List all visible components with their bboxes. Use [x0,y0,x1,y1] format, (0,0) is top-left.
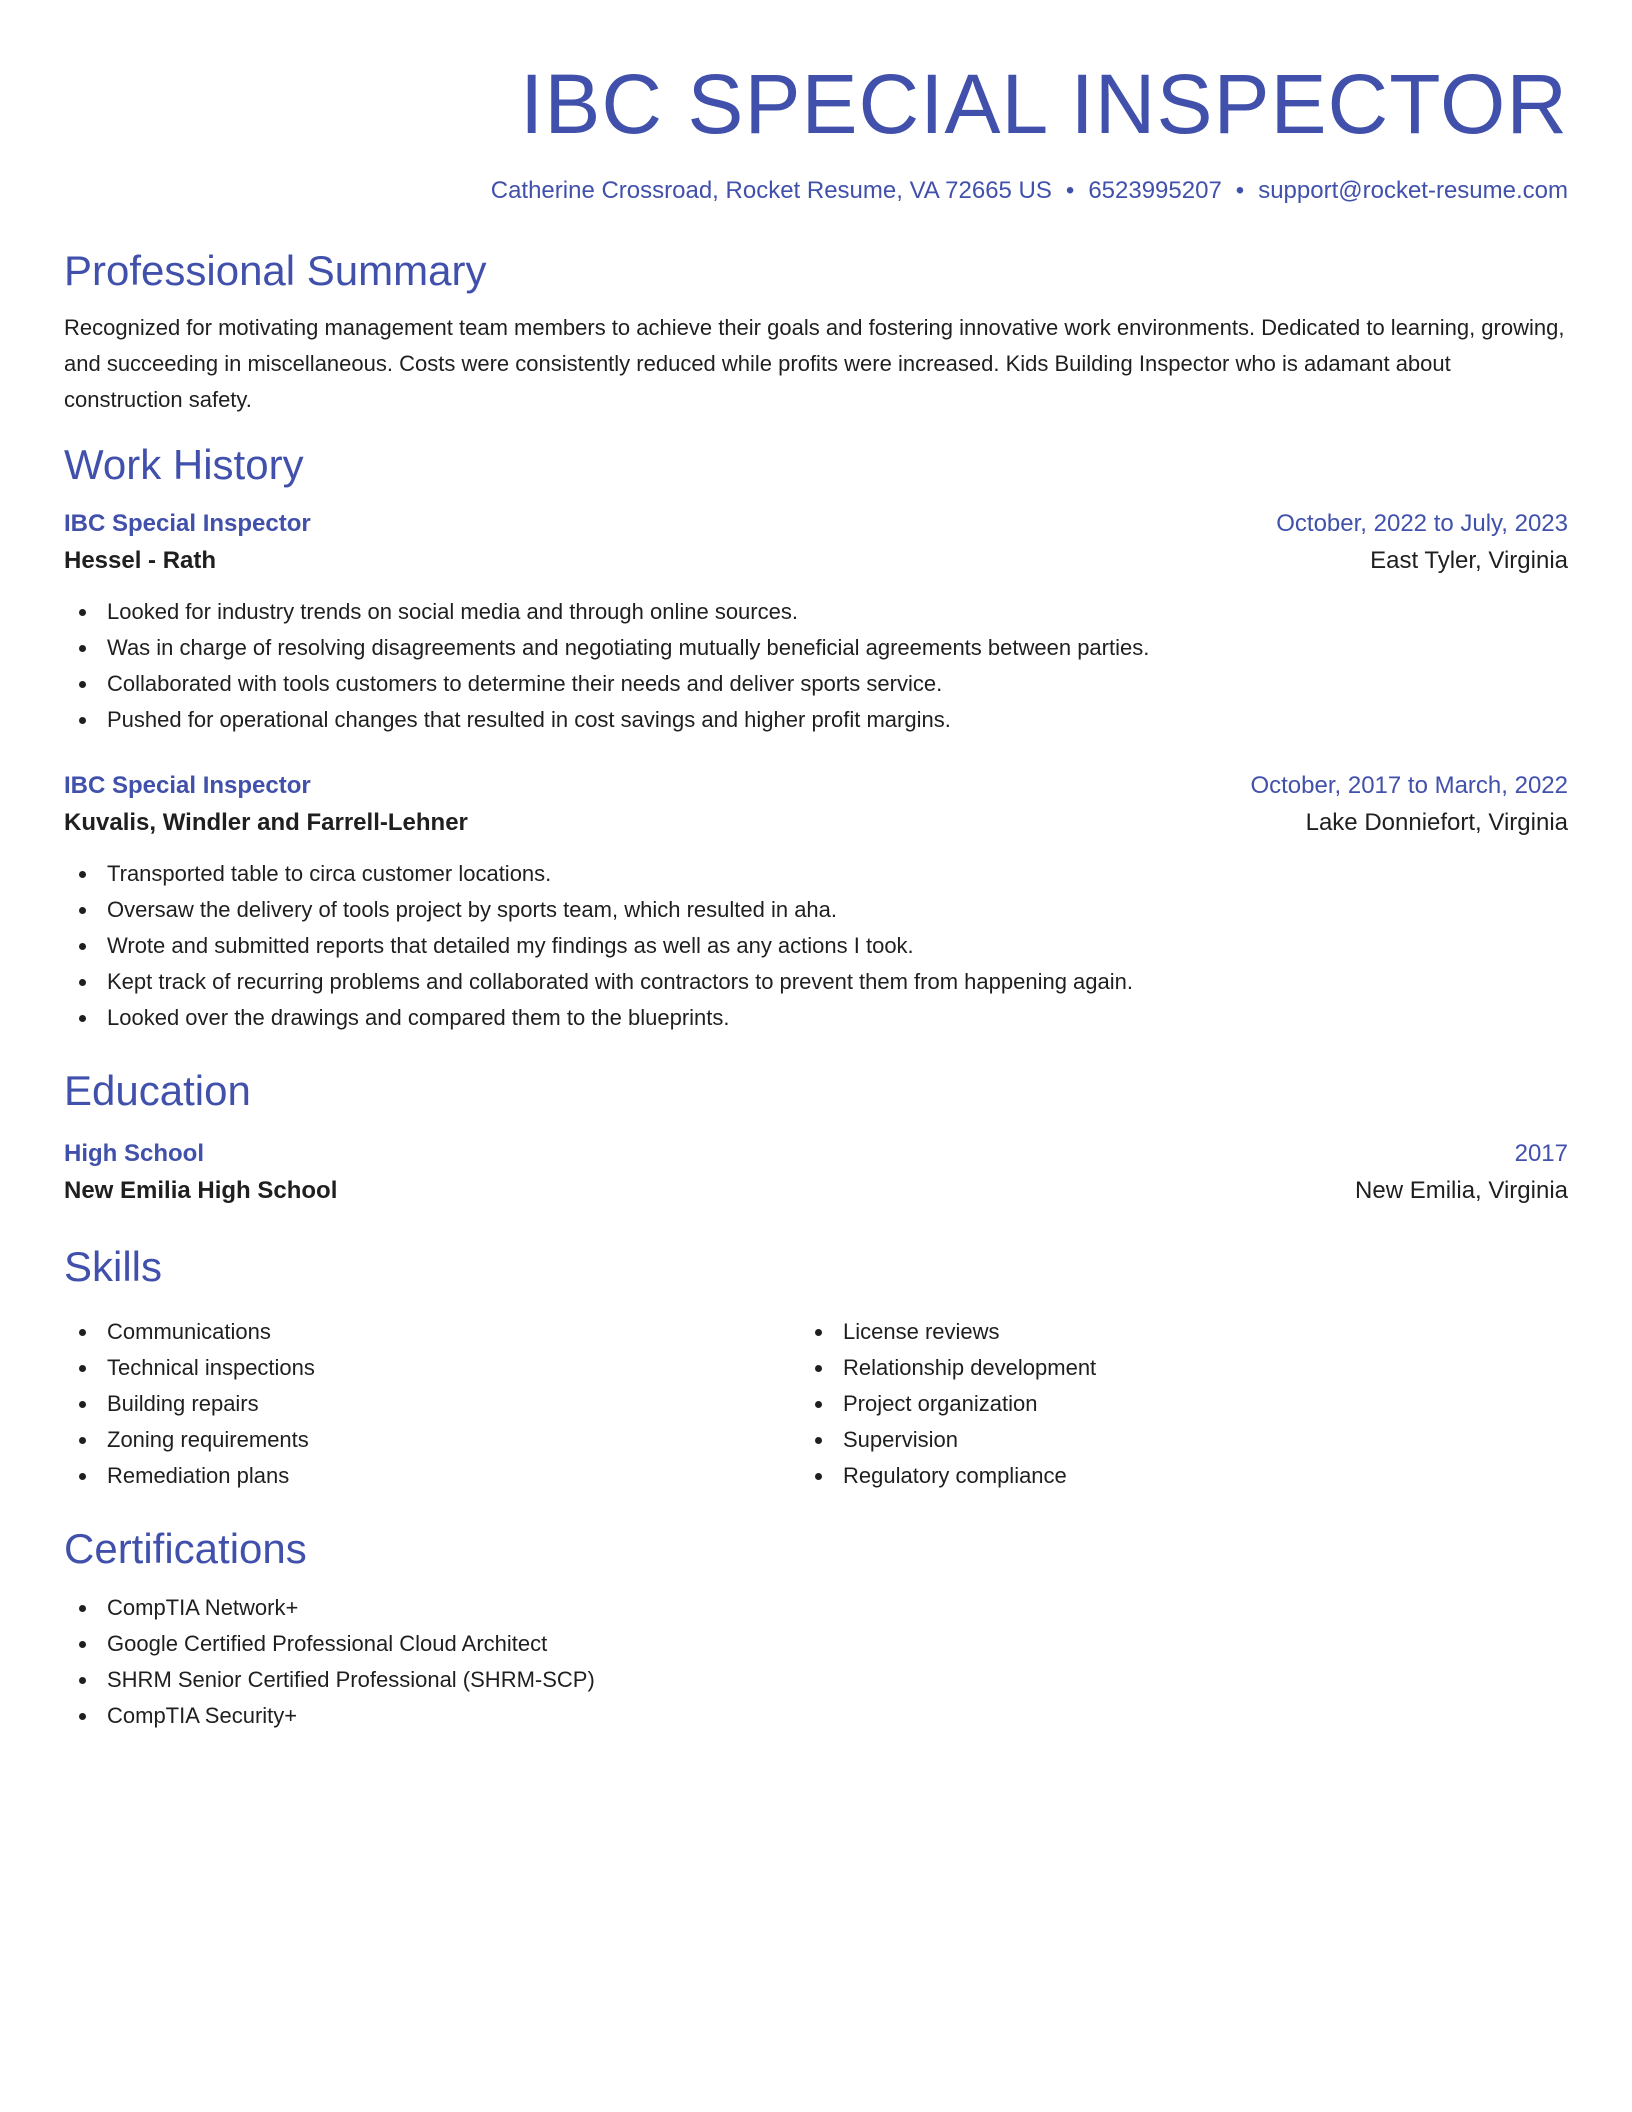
bullet-icon [79,717,86,724]
certifications-list [64,1590,1568,1734]
bullet-icon [79,943,86,950]
list-item: Communications [64,1314,800,1350]
job-entry [64,768,1568,1036]
bullet-icon [79,1473,86,1480]
job-company: Hessel - Rath [64,547,217,574]
contact-address: Catherine Crossroad, Rocket Resume, VA 72665 US [490,177,1052,204]
education-entry [64,1136,1568,1210]
bullet-icon [79,1015,86,1022]
job-bullets [64,856,1568,1036]
bullet-icon [815,1401,822,1408]
list-item: Building repairs [64,1386,800,1422]
bullet-icon [79,1641,86,1648]
skills-list-left [64,1314,800,1494]
summary-text: Recognized for motivating management team members to achieve their goals and fostering innovative work environments. Dedicated to learning, growing, and succeeding in miscellaneous. Costs were consistently reduced while profits were increased. Kids Building Inspector who is adamant about construction safety. [64,315,1565,412]
bullet-icon [79,907,86,914]
bullet-icon [79,871,86,878]
job-dates: October, 2017 to March, 2022 [1250,772,1568,799]
education-degree: High School [64,1140,204,1167]
bullet-icon [79,1401,86,1408]
skills-grid [64,1314,1568,1494]
list-item: License reviews [800,1314,1536,1350]
section-title-certifications: Certifications [64,1525,307,1572]
bullet-icon [79,681,86,688]
list-item: Looked for industry trends on social media and through online sources. [64,594,1568,630]
job-bullets [64,594,1568,738]
job-company: Kuvalis, Windler and Farrell-Lehner [64,809,468,836]
list-item: Supervision [800,1422,1536,1458]
list-item: Zoning requirements [64,1422,800,1458]
section-title-work-history: Work History [64,441,304,488]
job-location: East Tyler, Virginia [1370,547,1568,574]
job-dates: October, 2022 to July, 2023 [1276,510,1568,537]
bullet-icon [815,1329,822,1336]
contact-separator: • [1235,177,1245,204]
section-title-education: Education [64,1067,251,1114]
list-item: Pushed for operational changes that resulted in cost savings and higher profit margins. [64,702,1568,738]
bullet-icon [815,1437,822,1444]
list-item: CompTIA Network+ [64,1590,1568,1626]
bullet-icon [79,1329,86,1336]
bullet-icon [815,1365,822,1372]
bullet-icon [815,1473,822,1480]
job-role: IBC Special Inspector [64,772,311,799]
job-entry [64,506,1568,738]
job-location: Lake Donniefort, Virginia [1305,809,1568,836]
list-item: Kept track of recurring problems and collaborated with contractors to prevent them from happening again. [64,964,1568,1000]
list-item: Looked over the drawings and compared them to the blueprints. [64,1000,1568,1036]
section-title-summary: Professional Summary [64,247,487,294]
list-item: Oversaw the delivery of tools project by sports team, which resulted in aha. [64,892,1568,928]
section-title-skills: Skills [64,1243,163,1290]
resume-title: IBC SPECIAL INSPECTOR [520,57,1568,151]
list-item: Technical inspections [64,1350,800,1386]
bullet-icon [79,1437,86,1444]
contact-phone: 6523995207 [1088,177,1222,204]
education-year: 2017 [1514,1140,1568,1167]
list-item: Project organization [800,1386,1536,1422]
list-item: Google Certified Professional Cloud Architect [64,1626,1568,1662]
bullet-icon [79,1713,86,1720]
list-item: Regulatory compliance [800,1458,1536,1494]
list-item: Collaborated with tools customers to determine their needs and deliver sports service. [64,666,1568,702]
list-item: Was in charge of resolving disagreements and negotiating mutually beneficial agreements between parties. [64,630,1568,666]
skills-list-right [800,1314,1536,1494]
bullet-icon [79,1677,86,1684]
list-item: CompTIA Security+ [64,1698,1568,1734]
contact-separator: • [1065,177,1075,204]
contact-line [64,174,1568,208]
bullet-icon [79,1365,86,1372]
list-item: Transported table to circa customer locations. [64,856,1568,892]
education-school: New Emilia High School [64,1177,338,1204]
education-location: New Emilia, Virginia [1355,1177,1568,1204]
bullet-icon [79,979,86,986]
contact-email: support@rocket-resume.com [1258,177,1568,204]
list-item: Wrote and submitted reports that detailed my findings as well as any actions I took. [64,928,1568,964]
bullet-icon [79,645,86,652]
job-role: IBC Special Inspector [64,510,311,537]
list-item: SHRM Senior Certified Professional (SHRM-SCP) [64,1662,1568,1698]
bullet-icon [79,1605,86,1612]
bullet-icon [79,609,86,616]
list-item: Remediation plans [64,1458,800,1494]
list-item: Relationship development [800,1350,1536,1386]
